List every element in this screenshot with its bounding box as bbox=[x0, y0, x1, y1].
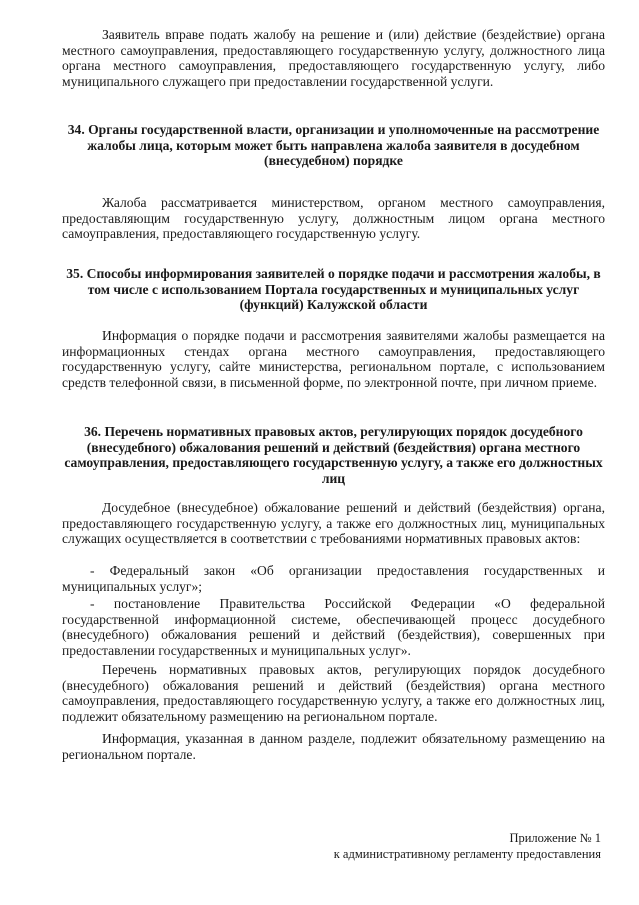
section-36-heading: 36. Перечень нормативных правовых актов, регулирующих порядок досудебного (внесудебного) обжалования решений и действий (бездействия) органа местного самоуправления, предоставляющего государственную услугу, а также его должностных лиц bbox=[64, 424, 603, 486]
appendix-subtitle: к административному регламенту предоставления bbox=[333, 847, 601, 861]
section-36-list-item-2: - постановление Правительства Российской Федерации «О федеральной государственной информационной системе, обеспечивающей процесс досудебного (внесудебного) обжалования решений и действий (бездействия), совершенных при предоставлении государственных и муниципальных услуг». bbox=[62, 596, 605, 658]
section-35-heading: 35. Способы информирования заявителей о порядке подачи и рассмотрения жалобы, в том числе с использованием Портала государственных и муниципальных услуг (функций) Калужской области bbox=[66, 266, 601, 313]
section-35-paragraph: Информация о порядке подачи и рассмотрения заявителями жалобы размещается на информационных стендах органа местного самоуправления, предоставляющего государственную услугу, сайте министерства, региональном портале, с использованием средств телефонной связи, в письменной форме, по электронной почте, при личном приеме. bbox=[62, 328, 605, 390]
section-34-paragraph: Жалоба рассматривается министерством, органом местного самоуправления, предоставляющим государственную услугу, должностным лицом органа местного самоуправления, предоставляющего государственную услугу. bbox=[62, 195, 605, 242]
section-36-list-item-1: - Федеральный закон «Об организации предоставления государственных и муниципальных услуг»; bbox=[62, 563, 605, 594]
intro-paragraph: Заявитель вправе подать жалобу на решение и (или) действие (бездействие) органа местного самоуправления, предоставляющего государственную услугу, должностного лица органа местного самоуправления, предоставляющего государственную услугу, либо муниципального служащего при предоставлении государственной услуги. bbox=[62, 27, 605, 89]
section-36-paragraph-2: Перечень нормативных правовых актов, регулирующих порядок досудебного (внесудебного) обжалования решений и действий (бездействия) органа местного самоуправления, предоставляющего государственную услугу, а также его должностных лиц, подлежит обязательному размещению на региональном портале. bbox=[62, 662, 605, 724]
section-36-paragraph-1: Досудебное (внесудебное) обжалование решений и действий (бездействия) органа, предоставляющего государственную услугу, а также его должностных лиц, муниципальных служащих осуществляется в соответствии с требованиями нормативных правовых актов: bbox=[62, 500, 605, 547]
section-34-heading: 34. Органы государственной власти, организации и уполномоченные на рассмотрение жалобы лица, которым может быть направлена жалоба заявителя в досудебном (внесудебном) порядке bbox=[67, 122, 600, 169]
section-36-paragraph-3: Информация, указанная в данном разделе, подлежит обязательному размещению на региональном портале. bbox=[62, 731, 605, 762]
appendix-label: Приложение № 1 bbox=[509, 831, 601, 845]
